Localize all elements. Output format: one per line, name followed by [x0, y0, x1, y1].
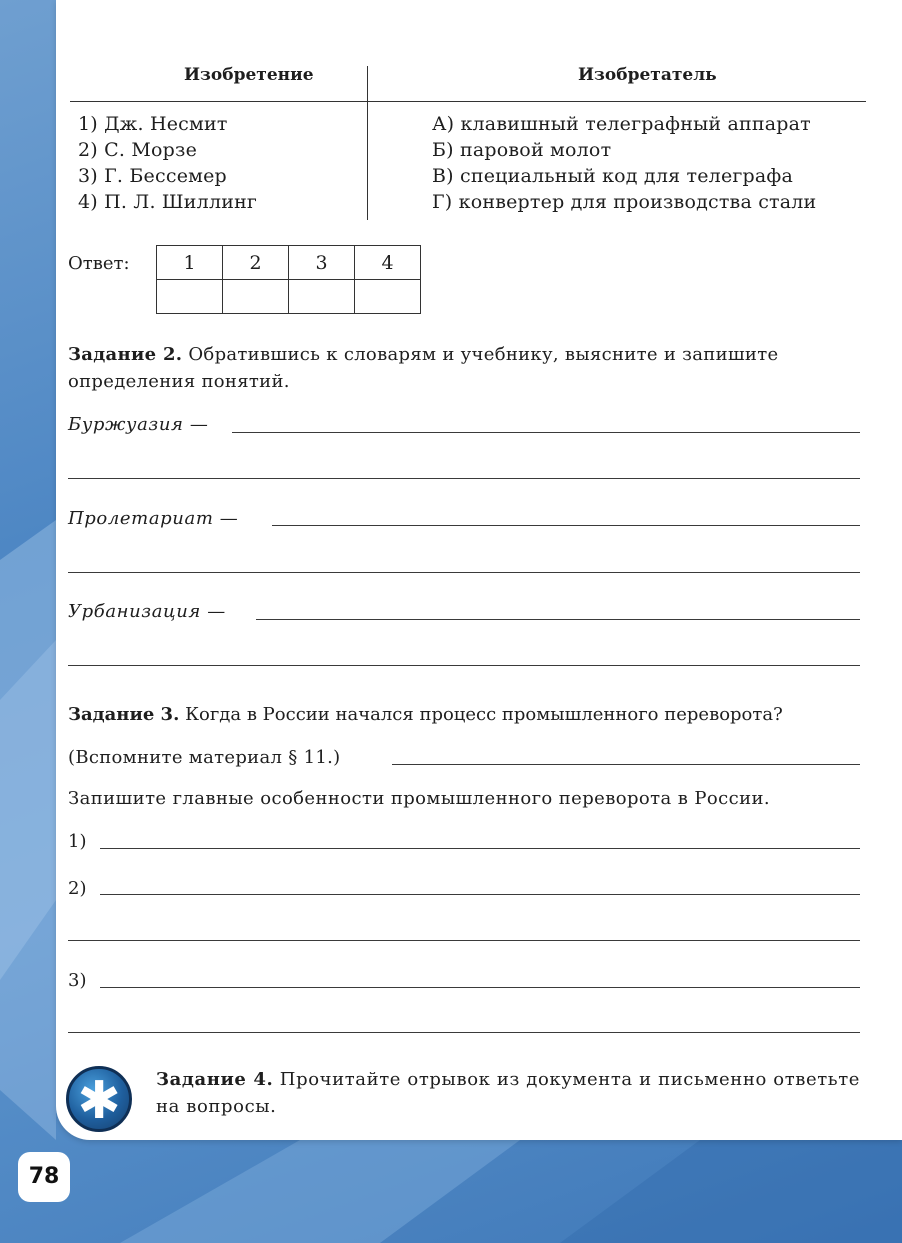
- answer-line[interactable]: [256, 619, 860, 620]
- answer-line[interactable]: [392, 764, 860, 765]
- list-item: 3) Г. Бессемер: [78, 165, 227, 187]
- left-list: [78, 111, 257, 215]
- answer-cell[interactable]: [289, 280, 355, 314]
- term-bourgeoisie: Буржуазия —: [68, 414, 209, 435]
- column-header-invention: Изобретение: [184, 65, 314, 85]
- list-item: 4) П. Л. Шиллинг: [78, 191, 258, 213]
- column-divider: [367, 66, 368, 220]
- term-proletariat: Пролетариат —: [68, 508, 239, 529]
- right-list: [432, 111, 816, 215]
- task2-title: Задание 2.: [68, 344, 183, 365]
- answer-column-header: 4: [355, 246, 421, 280]
- answer-label: Ответ:: [68, 253, 130, 274]
- answer-line[interactable]: [68, 572, 860, 573]
- answer-column-header: 3: [289, 246, 355, 280]
- task3-instruction: Запишите главные особенности промышленного переворота в России.: [68, 788, 771, 809]
- answer-line[interactable]: [100, 987, 860, 988]
- task3-question: Когда в России начался процесс промышленного переворота?: [185, 704, 783, 725]
- column-header-inventor: Изобретатель: [578, 65, 717, 85]
- task2-text: Обратившись к словарям и учебнику, выясните и запишите определения понятий.: [68, 344, 779, 392]
- task3-hint: (Вспомните материал § 11.): [68, 747, 341, 768]
- answer-line[interactable]: [68, 665, 860, 666]
- answer-line[interactable]: [272, 525, 860, 526]
- task4-title: Задание 4.: [156, 1069, 274, 1090]
- task3-title: Задание 3.: [68, 704, 180, 725]
- answer-column-header: 2: [223, 246, 289, 280]
- answer-line[interactable]: [100, 848, 860, 849]
- item-number: 1): [68, 831, 87, 852]
- task3-prompt: [68, 701, 860, 728]
- list-item: 2) С. Морзе: [78, 139, 198, 161]
- list-item: А) клавишный телеграфный аппарат: [432, 113, 811, 135]
- list-item: 1) Дж. Несмит: [78, 113, 228, 135]
- workbook-page: [56, 0, 902, 1140]
- matching-table: [66, 58, 866, 220]
- task4-prompt: [156, 1066, 860, 1120]
- answer-cell[interactable]: [223, 280, 289, 314]
- answer-line[interactable]: [232, 432, 860, 433]
- answer-line[interactable]: [100, 894, 860, 895]
- asterisk-star-icon: ✱: [66, 1066, 132, 1132]
- list-item: В) специальный код для телеграфа: [432, 165, 794, 187]
- term-urbanization: Урбанизация —: [68, 601, 226, 622]
- list-item: Г) конвертер для производства стали: [432, 191, 817, 213]
- answer-line[interactable]: [68, 478, 860, 479]
- answer-line[interactable]: [68, 940, 860, 941]
- task2-prompt: [68, 341, 860, 395]
- answer-cell[interactable]: [355, 280, 421, 314]
- item-number: 2): [68, 878, 87, 899]
- page-number: 78: [18, 1152, 70, 1202]
- answer-column-header: 1: [157, 246, 223, 280]
- answer-line[interactable]: [68, 1032, 860, 1033]
- header-rule: [70, 101, 866, 102]
- list-item: Б) паровой молот: [432, 139, 612, 161]
- answer-cell[interactable]: [157, 280, 223, 314]
- item-number: 3): [68, 970, 87, 991]
- task4-text: Прочитайте отрывок из документа и письменно ответьте на вопросы.: [156, 1069, 861, 1117]
- answer-grid: [156, 245, 421, 314]
